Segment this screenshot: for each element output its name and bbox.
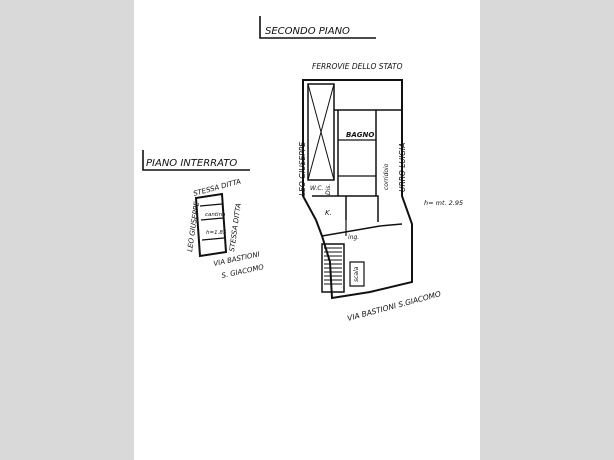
room-corridoio: corridoio — [383, 163, 390, 190]
room-dis: Dis. — [325, 183, 332, 195]
basement-title: PIANO INTERRATO — [146, 158, 238, 169]
street-label-main: VIA BASTIONI S.GIACOMO — [346, 289, 442, 323]
basement-street-2: S. GIACOMO — [220, 263, 265, 280]
height-note: h= mt. 2.95 — [424, 199, 464, 207]
neighbour-leo-giuseppe: LEO GIUSEPPE — [298, 141, 307, 196]
room-kitchen: K. — [325, 209, 332, 217]
room-ingresso: ing. — [348, 234, 360, 241]
neighbour-urro-luigia: URRO LUIGIA — [398, 142, 407, 192]
room-bagno: BAGNO — [346, 131, 375, 139]
second-floor-title: SECONDO PIANO — [265, 26, 350, 37]
basement-height: h=1.85 — [206, 230, 227, 236]
basement-cantina: cantina — [205, 212, 226, 218]
basement-stessa-ditta-top: STESSA DITTA — [192, 177, 242, 198]
railway-label: FERROVIE DELLO STATO — [312, 62, 403, 71]
basement-title-block — [143, 150, 250, 170]
room-wc: W.C. — [310, 185, 324, 192]
second-floor-title-block — [260, 16, 376, 38]
basement-street-1: VIA BASTIONI — [212, 250, 261, 268]
room-scala: scala — [353, 266, 360, 282]
basement-leo-giuseppe: LEO GIUSEPPE — [186, 201, 201, 253]
basement-stessa-ditta-side: STESSA DITTA — [228, 202, 243, 253]
